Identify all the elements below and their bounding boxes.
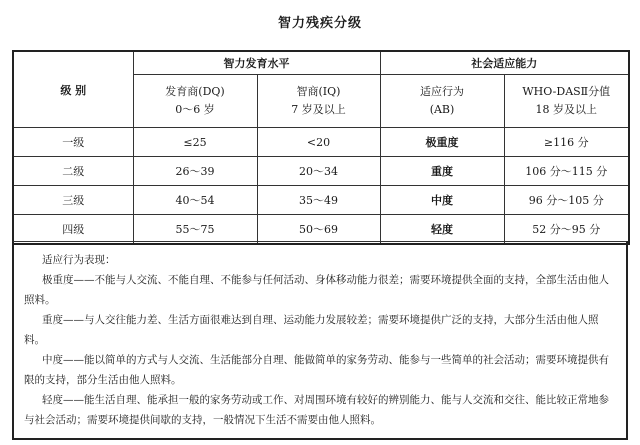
intel-group-header: 智力发育水平 bbox=[133, 51, 380, 75]
who-header: WHO-DASⅡ分值 18 岁及以上 bbox=[504, 75, 629, 128]
notes-heading: 适应行为表现： bbox=[42, 254, 116, 266]
social-group-header: 社会适应能力 bbox=[380, 51, 629, 75]
iq-header: 智商(IQ) 7 岁及以上 bbox=[257, 75, 380, 128]
table-row bbox=[13, 157, 629, 186]
ab-cell: 轻度 bbox=[380, 215, 504, 245]
ab-cell: 中度 bbox=[380, 186, 504, 215]
level-cell: 四级 bbox=[13, 215, 133, 245]
who-cell: 96 分～105 分 bbox=[504, 186, 629, 215]
who-cell: 106 分～115 分 bbox=[504, 157, 629, 186]
level-cell: 三级 bbox=[13, 186, 133, 215]
table-row bbox=[13, 128, 629, 157]
table-row bbox=[13, 186, 629, 215]
header-row-groups bbox=[13, 51, 629, 75]
level-cell: 二级 bbox=[13, 157, 133, 186]
note-item: 中度——能以简单的方式与人交流、生活能部分自理、能做简单的家务劳动、能参与一些简单的社会活动；需要环境提供有限的支持，部分生活由他人照料。 bbox=[24, 354, 609, 386]
notes-box bbox=[12, 241, 628, 440]
note-item: 极重度——不能与人交流、不能自理、不能参与任何活动、身体移动能力很差；需要环境提供全面的支持，全部生活由他人照料。 bbox=[24, 274, 609, 306]
iq-cell: 50～69 bbox=[257, 215, 380, 245]
note-item: 轻度——能生活自理、能承担一般的家务劳动或工作、对周围环境有较好的辨别能力、能与人交流和交往、能比较正常地参与社会活动；需要环境提供间歇的支持，一般情况下生活不需要由他人照料。 bbox=[24, 394, 609, 426]
dq-cell: 40～54 bbox=[133, 186, 257, 215]
disability-grade-table bbox=[12, 50, 630, 245]
dq-cell: ≤25 bbox=[133, 128, 257, 157]
ab-cell: 重度 bbox=[380, 157, 504, 186]
page-title: 智力残疾分级 bbox=[277, 16, 362, 31]
ab-cell: 极重度 bbox=[380, 128, 504, 157]
who-cell: 52 分～95 分 bbox=[504, 215, 629, 245]
iq-cell: 20～34 bbox=[257, 157, 380, 186]
table-row bbox=[13, 215, 629, 245]
level-cell: 一级 bbox=[13, 128, 133, 157]
dq-header: 发育商(DQ) 0～6 岁 bbox=[133, 75, 257, 128]
level-header: 级 别 bbox=[13, 51, 133, 128]
iq-cell: <20 bbox=[257, 128, 380, 157]
iq-cell: 35～49 bbox=[257, 186, 380, 215]
dq-cell: 26～39 bbox=[133, 157, 257, 186]
dq-cell: 55～75 bbox=[133, 215, 257, 245]
who-cell: ≥116 分 bbox=[504, 128, 629, 157]
ab-header: 适应行为 (AB) bbox=[380, 75, 504, 128]
note-item: 重度——与人交往能力差、生活方面很难达到自理、运动能力发展较差；需要环境提供广泛的支持，大部分生活由他人照料。 bbox=[24, 314, 599, 346]
